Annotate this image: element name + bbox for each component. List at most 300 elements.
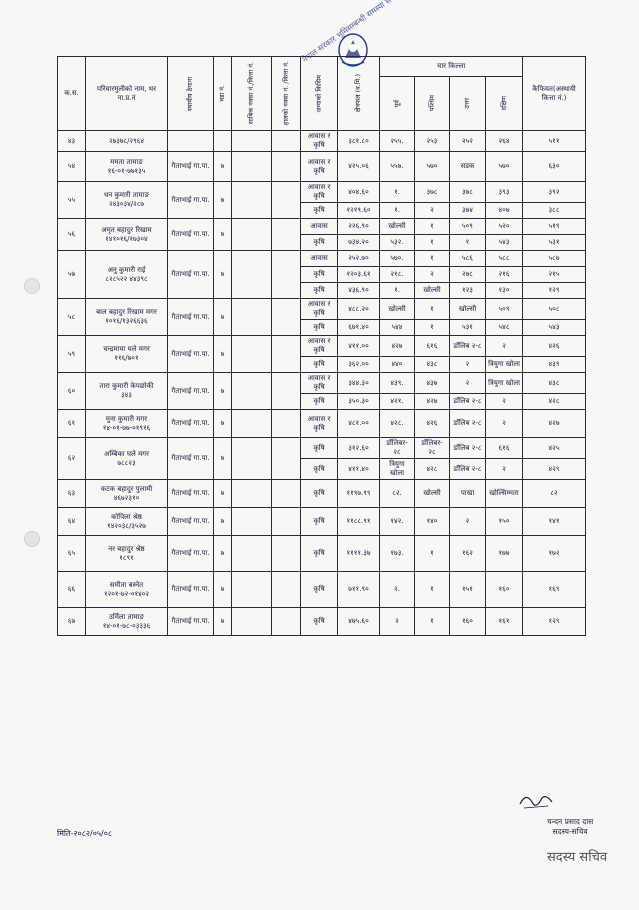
citizenship-number: २४३०३४/२८७ [108,200,145,208]
boundary-east: ५५७. [380,152,415,182]
citizenship-number: ८२८५२२ ४४३९८ [105,274,148,283]
row-current-map [272,480,301,508]
row-address: गैताभाई गा.पा. [168,251,214,299]
designation-stamp: सदस्य सचिव [547,850,608,865]
row-family [86,438,168,480]
area: १२०३.६१ [338,267,380,283]
citizenship-number: ४६७२३१० [113,493,140,502]
row-sn: ६६ [58,572,86,608]
table-row [58,536,586,572]
table-row [58,572,586,608]
remarks: ५८७ [523,251,586,267]
area: ११८८.९१ [338,508,380,536]
boundary-south: त्रियुगा खोला [486,357,523,373]
area: २२६.९० [338,219,380,235]
row-current-map [272,572,301,608]
row-sn: ६३ [58,480,86,508]
table-row [58,410,586,438]
row-address: गैताभाई गा.पा. [168,536,214,572]
boundary-east: खोल्सी [380,219,415,235]
row-ward: ७ [214,219,232,251]
row-address [168,131,214,152]
remarks: ४२६ [523,336,586,357]
row-old-map [232,572,272,608]
table-row [58,251,586,267]
header-sn: क.स. [58,57,86,131]
family-name: ममता तामाङ [110,157,143,166]
boundary-west: ४३७ [415,373,450,394]
punch-hole [24,278,40,294]
boundary-south: २१६ [486,267,523,283]
row-address: गैताभाई गा.पा. [168,410,214,438]
row-ward: ७ [214,536,232,572]
land-type: कृषि [301,357,338,373]
boundary-south: १५० [486,508,523,536]
boundary-north: २५२ [450,131,486,152]
remarks: १६९ [523,572,586,608]
boundary-east: १. [380,182,415,203]
boundary-west: डाँलिबर- २८ [415,438,450,459]
table-row [58,373,586,394]
row-current-map [272,373,301,410]
land-type: आवास र कृषि [301,131,338,152]
land-type: कृषि [301,267,338,283]
boundary-south: ५८८ [486,251,523,267]
row-family [86,152,168,182]
row-old-map [232,536,272,572]
row-old-map [232,182,272,219]
row-family [86,373,168,410]
area: ७३४.२० [338,235,380,251]
row-ward: ७ [214,608,232,636]
land-type: कृषि [301,572,338,608]
row-ward: ७ [214,410,232,438]
area: ४११.०० [338,336,380,357]
boundary-west: ६१६ [415,336,450,357]
family-name: तारा कुमारी केपछोकी [99,382,154,390]
boundary-north: १५१ [450,572,486,608]
row-current-map [272,536,301,572]
row-current-map [272,131,301,152]
row-family [86,410,168,438]
signer-name: चन्दन प्रसाद दास [547,817,594,826]
boundary-west: १ [415,235,450,251]
boundary-west: १ [415,251,450,267]
row-family [86,508,168,536]
table-row [58,299,586,320]
header-boundary: चार किल्ला [380,57,523,77]
row-current-map [272,410,301,438]
boundary-west: ४२६ [415,410,450,438]
row-old-map [232,251,272,299]
row-ward: ७ [214,508,232,536]
header-old-map: साबिक नक्सा नं./कित्ता नं. [232,57,272,131]
punch-hole [24,531,40,547]
family-name: अनु कुमारी राई [107,265,146,274]
row-family [86,572,168,608]
row-ward: ७ [214,182,232,219]
boundary-east: २. [380,572,415,608]
row-address: गैताभाई गा.पा. [168,608,214,636]
boundary-north: २ [450,508,486,536]
row-old-map [232,438,272,480]
boundary-north: ५०९ [450,219,486,235]
remarks: ४३८ [523,373,586,394]
boundary-east: ४२७ [380,336,415,357]
row-sn: ४३ [58,131,86,152]
table-row [58,608,586,636]
boundary-north: डाँलिब २-८ [450,459,486,480]
boundary-east: १. [380,203,415,219]
row-family [86,336,168,373]
boundary-south: ५०९ [486,299,523,320]
boundary-north: डाँलिब २-८ [450,438,486,459]
land-type: कृषि [301,283,338,299]
row-current-map [272,438,301,480]
remarks: ४२८ [523,394,586,410]
row-old-map [232,152,272,182]
area: ४७५.६० [338,608,380,636]
area: ११९७.९९ [338,480,380,508]
table-row [58,438,586,459]
remarks: २१५ [523,267,586,283]
boundary-west: खोल्सी [415,283,450,299]
row-old-map [232,336,272,373]
citizenship-number: १४१०१६/१७३०४ [105,234,148,243]
land-type: कृषि [301,459,338,480]
boundary-south: त्रियुगा खोला [486,373,523,394]
land-type: आवास र कृषि [301,410,338,438]
boundary-south: ५२० [486,219,523,235]
boundary-west: ३७८ [415,182,450,203]
boundary-east: ४२१. [380,394,415,410]
boundary-west: १ [415,572,450,608]
area: ३६२.०० [338,357,380,373]
family-name: नर बहादुर श्रेष्ठ [108,544,145,553]
signer-block [547,817,593,837]
header-ward: वडा नं. [214,57,232,131]
boundary-west: खोल्सी [415,480,450,508]
boundary-south: २ [486,336,523,357]
table-row [58,336,586,357]
boundary-west: १ [415,608,450,636]
boundary-west: २५३ [415,131,450,152]
remarks: ४२९ [523,459,586,480]
family-name: समीता बस्नेत [109,580,144,589]
boundary-south: ४०७ [486,203,523,219]
boundary-east: ४३९. [380,373,415,394]
land-type: कृषि [301,235,338,251]
row-family [86,299,168,336]
area: ७११.९० [338,572,380,608]
row-sn: ५४ [58,152,86,182]
row-address: गैताभाई गा.पा. [168,336,214,373]
remarks: ८२ [523,480,586,508]
citizenship-number: १२०१-७२-०१४०२ [103,589,150,598]
boundary-south: २ [486,394,523,410]
boundary-south: ३९३ [486,182,523,203]
boundary-north: ३७८ [450,182,486,203]
area: ११११.३७ [338,536,380,572]
boundary-north: १६२ [450,536,486,572]
boundary-east: १. [380,283,415,299]
land-type: आवास र कृषि [301,336,338,357]
row-current-map [272,299,301,336]
family-name: अम्बिका घले मगर [104,449,149,458]
family-name: कटक बहादुर पुलामी [100,484,153,493]
boundary-east: १७३. [380,536,415,572]
boundary-north: १६० [450,608,486,636]
boundary-north: २७८ [450,267,486,283]
remarks: ५१९ [523,219,586,235]
remarks: ४२७ [523,410,586,438]
row-ward: ७ [214,299,232,336]
row-old-map [232,410,272,438]
land-type: कृषि [301,536,338,572]
boundary-north: २ [450,357,486,373]
header-current-map: हालको नक्सा नं. /कित्ता नं. [272,57,301,131]
remarks: १४१ [523,508,586,536]
row-ward: ७ [214,336,232,373]
boundary-north: ३७४ [450,203,486,219]
remarks: ५०८ [523,299,586,320]
row-current-map [272,182,301,219]
boundary-west: १ [415,299,450,320]
table-row [58,480,586,508]
boundary-north: ५३१ [450,320,486,336]
boundary-west: ४२८ [415,459,450,480]
area: ४११.४० [338,459,380,480]
row-sn: ५६ [58,219,86,251]
remarks: ५४३ [523,320,586,336]
signature [516,790,556,812]
boundary-north: १२३ [450,283,486,299]
boundary-west: १ [415,536,450,572]
boundary-west: ५७० [415,152,450,182]
boundary-north: डाँलिब २-८ [450,336,486,357]
row-family [86,536,168,572]
land-type: आवास [301,251,338,267]
area: ३४४.३० [338,373,380,394]
boundary-west: १४० [415,508,450,536]
land-type: कृषि [301,203,338,219]
boundary-east: ४४० [380,357,415,373]
boundary-west: ४२७ [415,394,450,410]
land-type: आवास र कृषि [301,182,338,203]
boundary-south: २ [486,410,523,438]
row-current-map [272,152,301,182]
boundary-west: २ [415,267,450,283]
row-family [86,480,168,508]
signer-title: सदस्य-सचिव [552,827,588,836]
row-address: गैताभाई गा.पा. [168,508,214,536]
row-ward [214,131,232,152]
boundary-east: २१८. [380,267,415,283]
land-type: कृषि [301,320,338,336]
family-name: धन कुमारी तामाङ [104,191,149,199]
boundary-east: ४२८. [380,410,415,438]
header-family: परिवारमुलीको नाम, थर ना.प्र.नं [86,57,168,131]
area: ४३६.९० [338,283,380,299]
row-current-map [272,219,301,251]
family-name: मुना कुमारी मगर [105,414,148,423]
row-current-map [272,336,301,373]
row-sn: ५५ [58,182,86,219]
boundary-south: २ [486,459,523,480]
family-name: २७३७८/२९६४ [108,136,145,145]
remarks: ५११ [523,131,586,152]
boundary-south: ५४३ [486,235,523,251]
header-area: क्षेत्रफल (व.मि.) [338,57,380,131]
row-sn: ५७ [58,251,86,299]
row-old-map [232,219,272,251]
family-name: बाल बहादुर रिखाम मगर [96,308,157,316]
citizenship-number: १६-०१-७७१३५ [107,166,146,175]
header-remarks: कैफियत(अस्थायी कित्ता नं.) [523,57,586,131]
row-family [86,251,168,299]
boundary-south: २६४ [486,131,523,152]
row-current-map [272,608,301,636]
row-sn: ६५ [58,536,86,572]
land-register-table [57,56,586,636]
row-address: गैताभाई गा.पा. [168,438,214,480]
citizenship-number: ११६/७०१ [114,354,139,362]
area: ३८१.८० [338,131,380,152]
area: ४२५.०६ [338,152,380,182]
boundary-north: पाखा [450,480,486,508]
family-name: उर्मिला तामाङ [109,612,144,621]
boundary-east: २५५. [380,131,415,152]
citizenship-number: ३४३ [121,391,132,399]
citizenship-number: १४२०३८/३५२७ [107,521,146,530]
row-old-map [232,508,272,536]
boundary-east: २ [380,608,415,636]
header-east: पूर्व [380,77,415,131]
boundary-west: १ [415,320,450,336]
row-ward: ७ [214,251,232,299]
land-type: आवास [301,219,338,235]
row-address: गैताभाई गा.पा. [168,373,214,410]
table-row [58,219,586,235]
row-family [86,131,168,152]
header-south: दक्षिण [486,77,523,131]
row-family [86,219,168,251]
citizenship-number: ७८८२३ [117,458,136,467]
boundary-north: २ [450,373,486,394]
family-name: चन्द्रमाया घले मगर [103,345,150,353]
boundary-east: ८२. [380,480,415,508]
remarks: ४३९ [523,357,586,373]
header-north: उत्तर [450,77,486,131]
row-current-map [272,508,301,536]
header-west: पश्चिम [415,77,450,131]
row-old-map [232,480,272,508]
boundary-south: १३० [486,283,523,299]
boundary-east: ५४४ [380,320,415,336]
row-ward: ७ [214,438,232,480]
boundary-east: १४२. [380,508,415,536]
area: १२१९.६० [338,203,380,219]
row-family [86,608,168,636]
land-type: आवास र कृषि [301,152,338,182]
row-ward: ७ [214,572,232,608]
boundary-north: १ [450,235,486,251]
land-type: कृषि [301,480,338,508]
row-sn: ६७ [58,608,86,636]
row-old-map [232,373,272,410]
boundary-south: १६१ [486,608,523,636]
remarks: ४२५ [523,438,586,459]
row-address: गैताभाई गा.पा. [168,182,214,219]
citizenship-number: १०१६/१३२६६३६ [105,317,148,325]
citizenship-number: १८९१ [119,553,134,562]
area: ४०४.६० [338,182,380,203]
boundary-south: ५७० [486,152,523,182]
row-address: गैताभाई गा.पा. [168,299,214,336]
citizenship-number: १४-०१-७८-०३३३६ [102,621,151,630]
row-ward: ७ [214,373,232,410]
boundary-north: ५८६ [450,251,486,267]
area: २५२.७० [338,251,380,267]
row-family [86,182,168,219]
boundary-north: डाँलिब २-८ [450,410,486,438]
remarks: ३९२ [523,182,586,203]
table-row [58,182,586,203]
area: ४८८.२० [338,299,380,320]
boundary-east: ५३२. [380,235,415,251]
row-sn: ६० [58,373,86,410]
land-type: कृषि [301,508,338,536]
boundary-south: खोल्सिम्मता [486,480,523,508]
boundary-east: खोल्सी [380,299,415,320]
boundary-north: सडक [450,152,486,182]
area: ४८१.०० [338,410,380,438]
row-address: गैताभाई गा.पा. [168,480,214,508]
row-old-map [232,608,272,636]
row-ward: ७ [214,480,232,508]
row-address: गैताभाई गा.पा. [168,572,214,608]
land-type: कृषि [301,608,338,636]
header-address: स्थायीय ठेगाना [168,57,214,131]
row-current-map [272,251,301,299]
boundary-south: १७७ [486,536,523,572]
boundary-south: ६१६ [486,438,523,459]
land-type: आवास र कृषि [301,299,338,320]
boundary-north: खोल्सी [450,299,486,320]
boundary-east: ५७०. [380,251,415,267]
citizenship-number: १४-०१-७७-०१९१६ [102,423,151,432]
area: ३१२.६० [338,438,380,459]
row-old-map [232,131,272,152]
remarks: १७२ [523,536,586,572]
header-land-type: जग्गाको किसिम [301,57,338,131]
document-date: मिति-२०८२/०५/०८ [57,829,113,838]
table-row [58,508,586,536]
row-sn: ६१ [58,410,86,438]
row-address: गैताभाई गा.पा. [168,152,214,182]
boundary-south: ५४८ [486,320,523,336]
table-row [58,131,586,152]
remarks: ३८८ [523,203,586,219]
family-name: कोपिला श्रेष्ठ [111,512,142,521]
boundary-south: १६० [486,572,523,608]
land-type: कृषि [301,394,338,410]
land-type: आवास र कृषि [301,373,338,394]
area: ३५०.३० [338,394,380,410]
remarks: ६३० [523,152,586,182]
boundary-west: १ [415,219,450,235]
row-sn: ५९ [58,336,86,373]
